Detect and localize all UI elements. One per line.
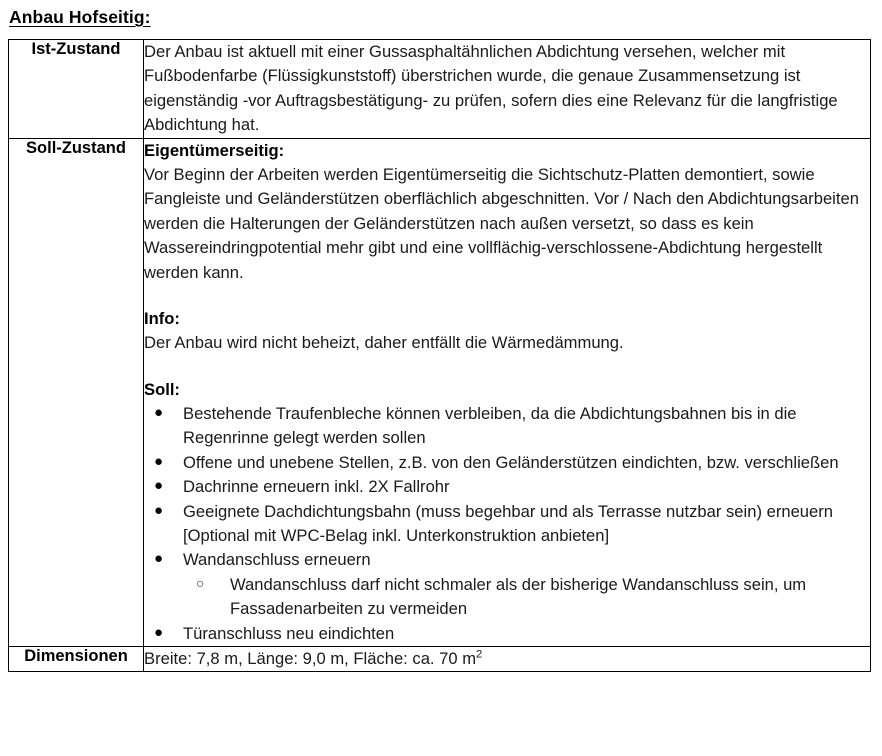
row-content-dimensionen [144,646,871,671]
page-title: Anbau Hofseitig: [9,7,151,27]
bullet-icon: ● [154,477,164,495]
table-row-soll-zustand [9,138,871,646]
soll-bullet-list [144,402,870,646]
list-item-text: Wandanschluss erneuern [183,550,371,570]
row-content-ist-zustand [144,40,871,139]
sub-list-item [183,573,870,622]
row-label-soll-zustand: Soll-Zustand [9,138,144,646]
list-item-text: Dachrinne erneuern inkl. 2X Fallrohr [183,477,450,497]
info-heading: Info: [144,308,180,328]
row-content-soll-zustand [144,138,871,646]
list-item [144,451,870,475]
list-item [144,475,870,499]
dimensionen-value: Breite: 7,8 m, Länge: 9,0 m, Fläche: ca. 70 m [144,648,477,668]
soll-heading: Soll: [144,379,180,399]
list-item-text: Offene und unebene Stellen, z.B. von den Geländerstützen eindichten, bzw. verschließen [183,452,839,472]
row-label-ist-zustand: Ist-Zustand [9,40,144,139]
spacer-after-info [144,356,870,378]
dimensionen-superscript: 2 [476,648,483,661]
list-item [144,548,870,621]
eigentuemerseitig-paragraph: Vor Beginn der Arbeiten werden Eigentümerseitig die Sichtschutz-Platten demontiert, sowie Fangleiste und Geländerstützen oberflächlich abgeschnitten. Vor / Nach den Abdichtungsarbeiten werden die Halterungen der Geländerstützen nach außen versetzt, so dass es kein Wassereindringpotential mehr gibt und eine vollflächig-verschlossene-Abdichtung hergestellt werden kann. [144,164,859,282]
list-item [144,402,870,451]
eigentuemerseitig-heading: Eigentümerseitig: [144,140,285,160]
list-item-text: Bestehende Traufenbleche können verbleiben, da die Abdichtungsbahnen bis in die Regenrinne gelegt werden sollen [183,404,797,448]
ist-zustand-paragraph: Der Anbau ist aktuell mit einer Gussasphaltähnlichen Abdichtung versehen, welcher mit Fußbodenfarbe (Flüssigkunststoff) überstrichen wurde, die genaue Zusammensetzung ist eigenständig -vor Auftragsbestätigung- zu prüfen, sofern dies eine Relevanz für die langfristige Abdichtung hat. [144,42,838,135]
bullet-icon: ● [154,550,164,568]
sub-bullet-icon: ○ [196,574,205,591]
list-item [144,622,870,646]
bullet-icon: ● [154,501,164,519]
bullet-icon: ● [154,623,164,641]
info-paragraph: Der Anbau wird nicht beheizt, daher entfällt die Wärmedämmung. [144,333,624,353]
spacer-after-eigentuemerseitig [144,285,870,307]
list-item [144,500,870,549]
soll-sub-bullet-list [183,573,870,622]
specification-table [8,39,871,672]
table-row-dimensionen [9,646,871,671]
list-item-text: Geeignete Dachdichtungsbahn (muss begehbar und als Terrasse nutzbar sein) erneuern [Optional mit WPC-Belag inkl. Unterkonstruktion anbieten] [183,501,834,546]
table-row-ist-zustand [9,40,871,139]
page-title-wrapper [0,0,882,28]
bullet-icon: ● [154,404,164,422]
bullet-icon: ● [154,452,164,470]
row-label-dimensionen: Dimensionen [9,646,144,671]
list-item-text: Türanschluss neu eindichten [183,623,395,643]
sub-list-item-text: Wandanschluss darf nicht schmaler als der bisherige Wandanschluss sein, um Fassadenarbeiten zu vermeiden [230,574,807,619]
